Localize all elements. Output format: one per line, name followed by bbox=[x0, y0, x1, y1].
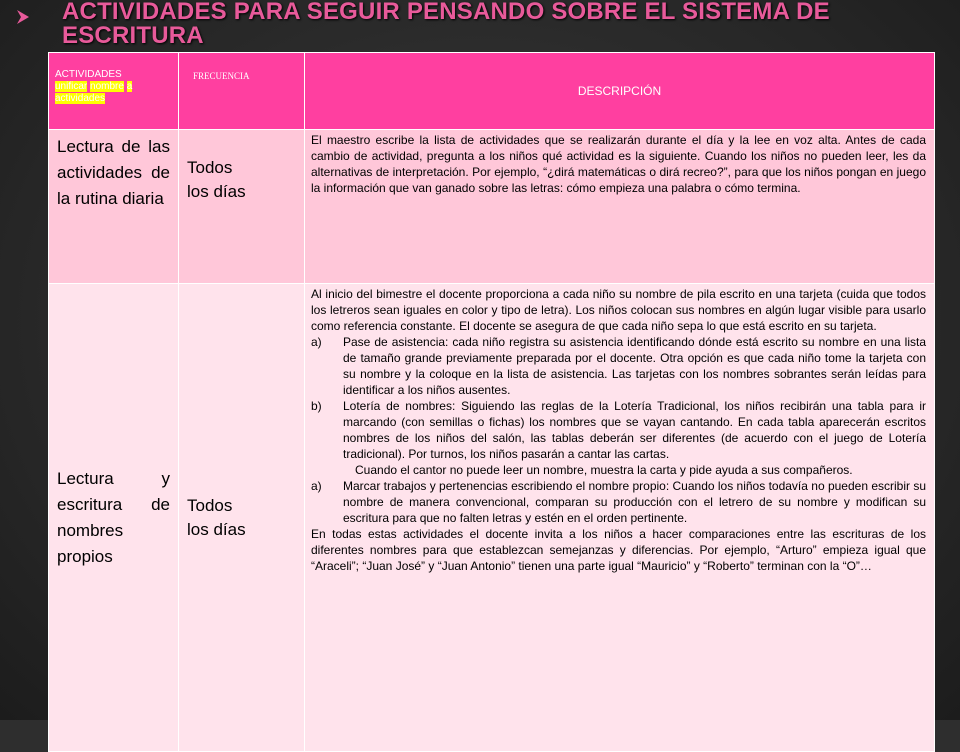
list-item bbox=[311, 478, 926, 526]
table-row bbox=[49, 284, 935, 752]
frequency-cell bbox=[179, 284, 305, 752]
description-cell: El maestro escribe la lista de actividades que se realizarán durante el día y la lee en voz alta. Antes de cada cambio de actividad, pregunta a los niños qué actividad es la siguiente. Cuando los niños no pueden leer, les da alternativas de interpretación. Por ejemplo, “¿dirá matemáticas o dirá recreo?”, para que los niños pongan en juego la información que van ganado sobre las letras: cómo empieza una palabra o cómo termina. bbox=[305, 130, 935, 284]
frequency-line: los días bbox=[187, 182, 246, 201]
list-marker: a) bbox=[311, 335, 322, 349]
chevron-right-icon bbox=[14, 8, 32, 26]
highlight-text: nombre bbox=[90, 81, 124, 92]
list-item-text: Pase de asistencia: cada niño registra su asistencia identificando dónde está escrito su nombre en una lista de tamaño grande previamente preparada por el docente. Otra opción es que cada niño tome la tarjeta con su nombre y la coloque en la lista de asistencia. Las tarjetas con los nombres sobrantes serán leídas para identificar a los niños ausentes. bbox=[343, 335, 926, 397]
description-outro: En todas estas actividades el docente invita a los niños a hacer comparaciones entre las escrituras de los diferentes nombres para que establezcan semejanzas y diferencias. Por ejemplo, “Arturo” empieza igual que “Araceli”; “Juan José” y “Juan Antonio” tienen una parte igual “Mauricio” y “Roberto” terminan con la “O”… bbox=[311, 527, 926, 573]
table-header-row bbox=[49, 53, 935, 130]
frequency-line: Todos bbox=[187, 495, 233, 515]
frequency-line: Todos bbox=[187, 158, 233, 177]
frequency-cell bbox=[179, 130, 305, 284]
activity-cell: Lectura y escritura de nombres propios bbox=[49, 284, 179, 752]
slide-title: ACTIVIDADES PARA SEGUIR PENSANDO SOBRE EL SISTEMA DE ESCRITURA bbox=[62, 0, 830, 49]
list-marker: a) bbox=[311, 479, 322, 493]
highlight-text: unificar bbox=[55, 81, 88, 92]
highlight-text: a bbox=[126, 81, 133, 92]
list-marker: b) bbox=[311, 399, 322, 413]
list-item bbox=[311, 398, 926, 462]
highlight-text: actividades bbox=[55, 93, 106, 104]
list-item-text: Lotería de nombres: Siguiendo las reglas de la Lotería Tradicional, los niños recibirán una tabla para ir marcando (con semillas o fichas) los nombres que se vayan cantando. En cada tabla aparecerán escritos nombres de los niños del salón, las tablas deberán ser diferentes (de acuerdo con el juego de Lotería tradicional). Por turnos, los niños pasarán a cantar las cartas. bbox=[343, 399, 926, 461]
header-frecuencia: FRECUENCIA bbox=[179, 53, 305, 130]
header-descripcion: DESCRIPCIÓN bbox=[305, 53, 935, 130]
header-actividades-label: ACTIVIDADES bbox=[55, 69, 122, 80]
list-item-continuation: Cuando el cantor no puede leer un nombre, muestra la carta y pide ayuda a sus compañeros. bbox=[355, 463, 853, 477]
description-intro: Al inicio del bimestre el docente proporciona a cada niño su nombre de pila escrito en una tarjeta (cuida que todos los letreros sean iguales en color y tipo de letra). Los niños colocan sus nombres en algún lugar visible para usarlo como referencia constante. El docente se asegura de que cada niño sepa lo que está escrito en su tarjeta. bbox=[311, 287, 926, 333]
table-row bbox=[49, 130, 935, 284]
description-cell bbox=[305, 284, 935, 752]
activities-table bbox=[48, 52, 935, 752]
frequency-line: los días bbox=[187, 519, 246, 539]
activity-cell: Lectura de las actividades de la rutina diaria bbox=[49, 130, 179, 284]
list-item-text: Marcar trabajos y pertenencias escribiendo el nombre propio: Cuando los niños todavía no pueden escribir su nombre de manera convencional, comparan su producción con el letrero de su nombre y modifican su escritura para que no falten letras y estén en el orden pertinente. bbox=[343, 479, 927, 525]
header-actividades bbox=[49, 53, 179, 130]
list-item bbox=[311, 334, 926, 398]
